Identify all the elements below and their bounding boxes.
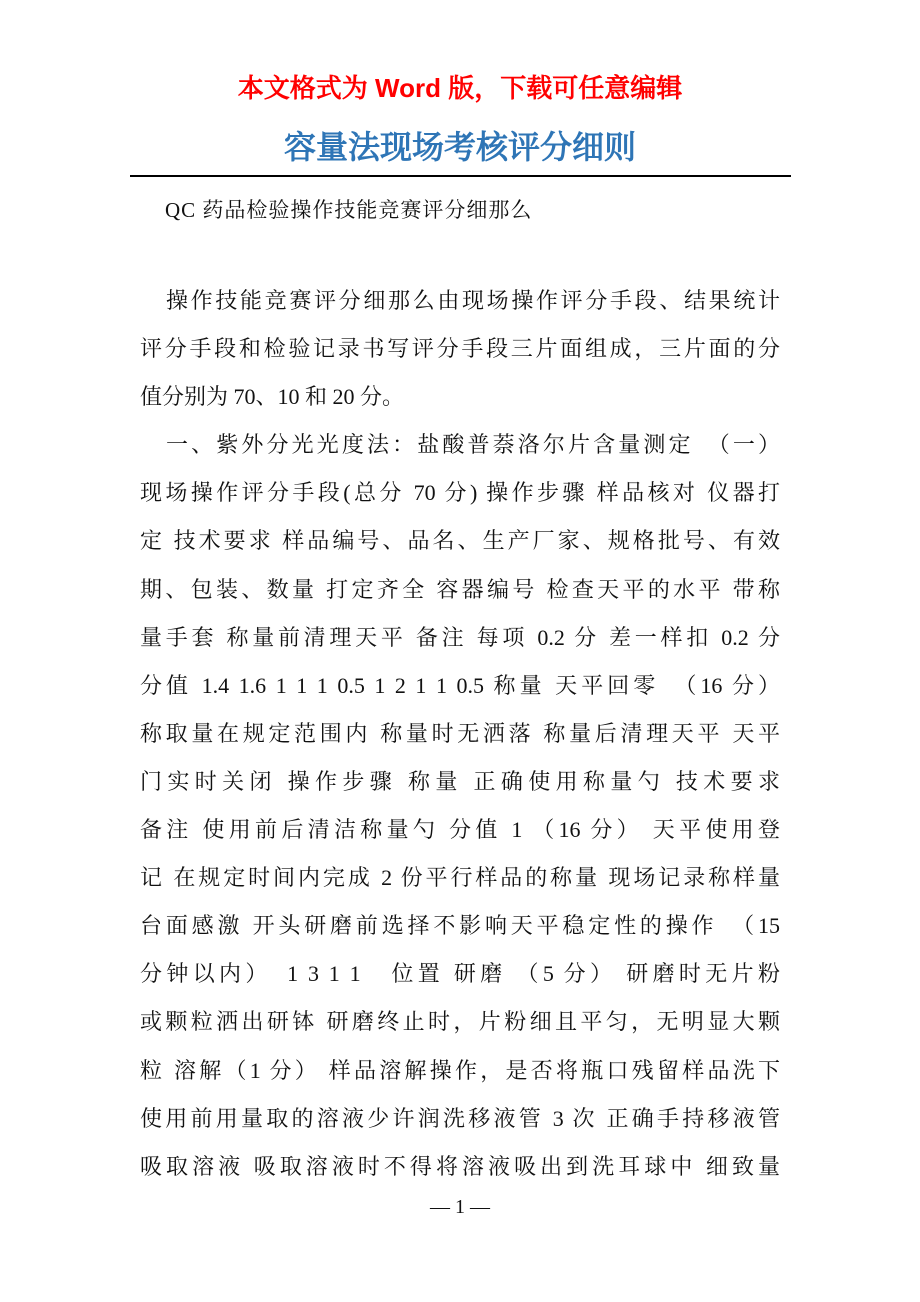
body-line: 量手套 称量前清理天平 备注 每项 0.2 分 差一样扣 0.2 分 bbox=[140, 624, 780, 650]
body-line: 值分别为 70、10 和 20 分。 bbox=[140, 384, 405, 410]
body-line: 操作技能竞赛评分细那么由现场操作评分手段、结果统计 bbox=[166, 288, 780, 313]
document-title: 容量法现场考核评分细则 bbox=[283, 129, 636, 165]
body-line: 使用前用量取的溶液少许润洗移液管 3 次 正确手持移液管 bbox=[140, 1105, 780, 1131]
body-line: 称取量在规定范围内 称量时无洒落 称量后清理天平 天平 bbox=[140, 720, 780, 746]
body-line: 分钟以内） 1 3 1 1 位置 研磨 （5 分） 研磨时无片粉 bbox=[140, 961, 780, 987]
document-body bbox=[140, 286, 780, 1200]
page-number: — 1 — bbox=[430, 1196, 490, 1218]
body-line: 台面感激 开头研磨前选择不影响天平稳定性的操作 （15 bbox=[140, 913, 780, 939]
body-line: 粒 溶解（1 分） 样品溶解操作，是否将瓶口残留样品洗下 bbox=[140, 1057, 780, 1083]
format-notice: 本文格式为 Word 版，下载可任意编辑 bbox=[237, 73, 683, 103]
body-line: 记 在规定时间内完成 2 份平行样品的称量 现场记录称样量 bbox=[140, 865, 780, 891]
body-line: 门实时关闭 操作步骤 称量 正确使用称量勺 技术要求 bbox=[140, 768, 780, 794]
body-line: 分值 1.4 1.6 1 1 1 0.5 1 2 1 1 0.5 称量 天平回零 （16 分） bbox=[140, 672, 780, 698]
body-line: 一、紫外分光光度法：盐酸普萘洛尔片含量测定 （一） bbox=[166, 432, 780, 458]
body-line: 定 技术要求 样品编号、品名、生产厂家、规格批号、有效 bbox=[140, 528, 780, 554]
body-line: 评分手段和检验记录书写评分手段三片面组成，三片面的分 bbox=[140, 336, 780, 362]
body-line: 期、包装、数量 打定齐全 容器编号 检查天平的水平 带称 bbox=[140, 576, 780, 602]
header-divider bbox=[130, 175, 791, 177]
document-subtitle: QC 药品检验操作技能竞赛评分细那么 bbox=[165, 198, 533, 222]
body-line: 或颗粒洒出研钵 研磨终止时，片粉细且平匀，无明显大颗 bbox=[140, 1009, 780, 1035]
body-line: 吸取溶液 吸取溶液时不得将溶液吸出到洗耳球中 细致量 bbox=[140, 1153, 780, 1179]
body-line: 备注 使用前后清洁称量勺 分值 1 （16 分） 天平使用登 bbox=[140, 817, 780, 843]
body-line: 现场操作评分手段(总分 70 分) 操作步骤 样品核对 仪器打 bbox=[140, 480, 780, 506]
